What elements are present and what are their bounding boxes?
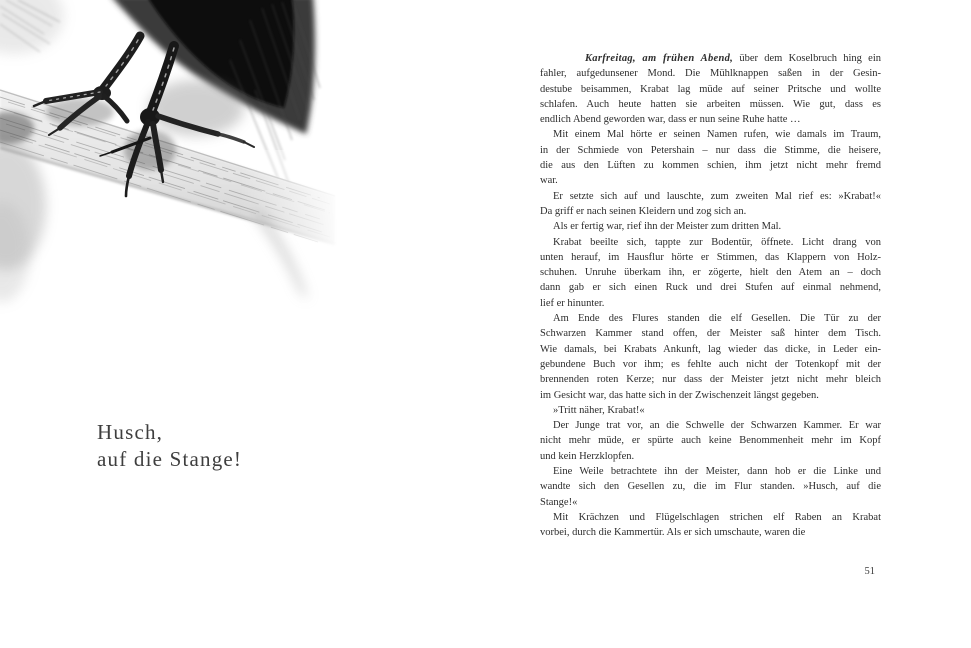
text-line: wandte sich den Gesellen zu, die im Flur standen. »Husch, auf die [540,481,881,493]
text-line: Da griff er nach seinen Kleidern und zog sich an. [540,205,747,217]
text-line: war. [540,175,558,187]
text-line: Mit Krächzen und Flügelschlagen strichen elf Raben an Krabat [553,511,881,523]
body-text [540,51,881,541]
page-number: 51 [864,566,875,577]
raven-feet-illustration [0,0,350,400]
text-line: Eine Weile betrachtete ihn der Meister, dann hob er die Linke und [553,466,881,478]
chapter-title-line1: Husch, [97,420,164,444]
chapter-opening-phrase: Karfreitag, am frühen Abend, [585,53,734,64]
text-line: Als er fertig war, rief ihn der Meister zum dritten Mal. [553,221,782,233]
text-line: endlich Abend geworden war, dass er nun seine Ruhe hatte … [540,114,801,126]
text-line: destube beisammen, Krabat lag müde auf seiner Pritsche und wollte [540,83,881,95]
text-line: die aus den Lüften zu kommen schien, ihm jetzt nicht mehr fremd [540,160,881,172]
text-line: gebundene Buch vor ihm; es fehlte auch nicht der Totenkopf mit der [540,358,881,370]
text-line: Am Ende des Flures standen die elf Gesellen. Die Tür zu der [553,313,881,325]
text-line: fahler, aufgedunsener Mond. Die Mühlknappen saßen in der Gesin- [540,68,881,80]
text-line: lief er hinunter. [540,297,605,309]
text-line: brennenden roten Kerze; nur dass der Meister jetzt nicht mehr bleich [540,374,881,386]
text-line: in der Schmiede von Petershain – nur dass die Stimme, die heisere, [540,144,881,156]
chapter-title [97,419,242,473]
text-line: Mit einem Mal hörte er seinen Namen rufen, wie damals im Traum, [553,129,881,141]
text-line: Krabat beeilte sich, tappte zur Bodentür, öffnete. Licht drang von [553,236,881,248]
text-line: Karfreitag, am frühen Abend, über dem Koselbruch hing ein [585,53,881,64]
text-line: dann gab er sich einen Ruck und drei Stufen auf einmal nehmend, [540,282,881,294]
text-line: im Gesicht war, das hatte sich in der Zwischenzeit längst gegeben. [540,389,819,401]
text-line: Wie damals, bei Krabats Ankunft, lag wieder das dicke, in Leder ein- [540,343,881,355]
text-line: Der Junge trat vor, an die Schwelle der Schwarzen Kammer. Er war [553,420,881,432]
text-line: und kein Herzklopfen. [540,450,635,462]
text-line: schlafen. Auch heute hatten sie arbeiten müssen. Wie gut, dass es [540,98,881,110]
text-line: vorbei, durch die Kammertür. Als er sich umschaute, waren die [540,527,806,539]
text-line: unten herauf, im Hausflur hörte er Stimmen, das Klappern von Holz- [540,251,881,263]
text-line: Schwarzen Kammer stand offen, der Meister saß hinter dem Tisch. [540,328,881,340]
text-line: »Tritt näher, Krabat!« [553,404,645,416]
text-line: nicht mehr müde, er spürte auch keine Benommenheit mehr im Kopf [540,435,881,447]
text-line: Er setzte sich auf und lauschte, zum zweiten Mal rief es: »Krabat!« [553,190,881,202]
chapter-title-line2: auf die Stange! [97,447,243,471]
text-line: Stange!« [540,496,578,508]
text-line: schuhen. Unruhe überkam ihn, er zögerte, hielt den Atem an – doch [540,267,881,279]
